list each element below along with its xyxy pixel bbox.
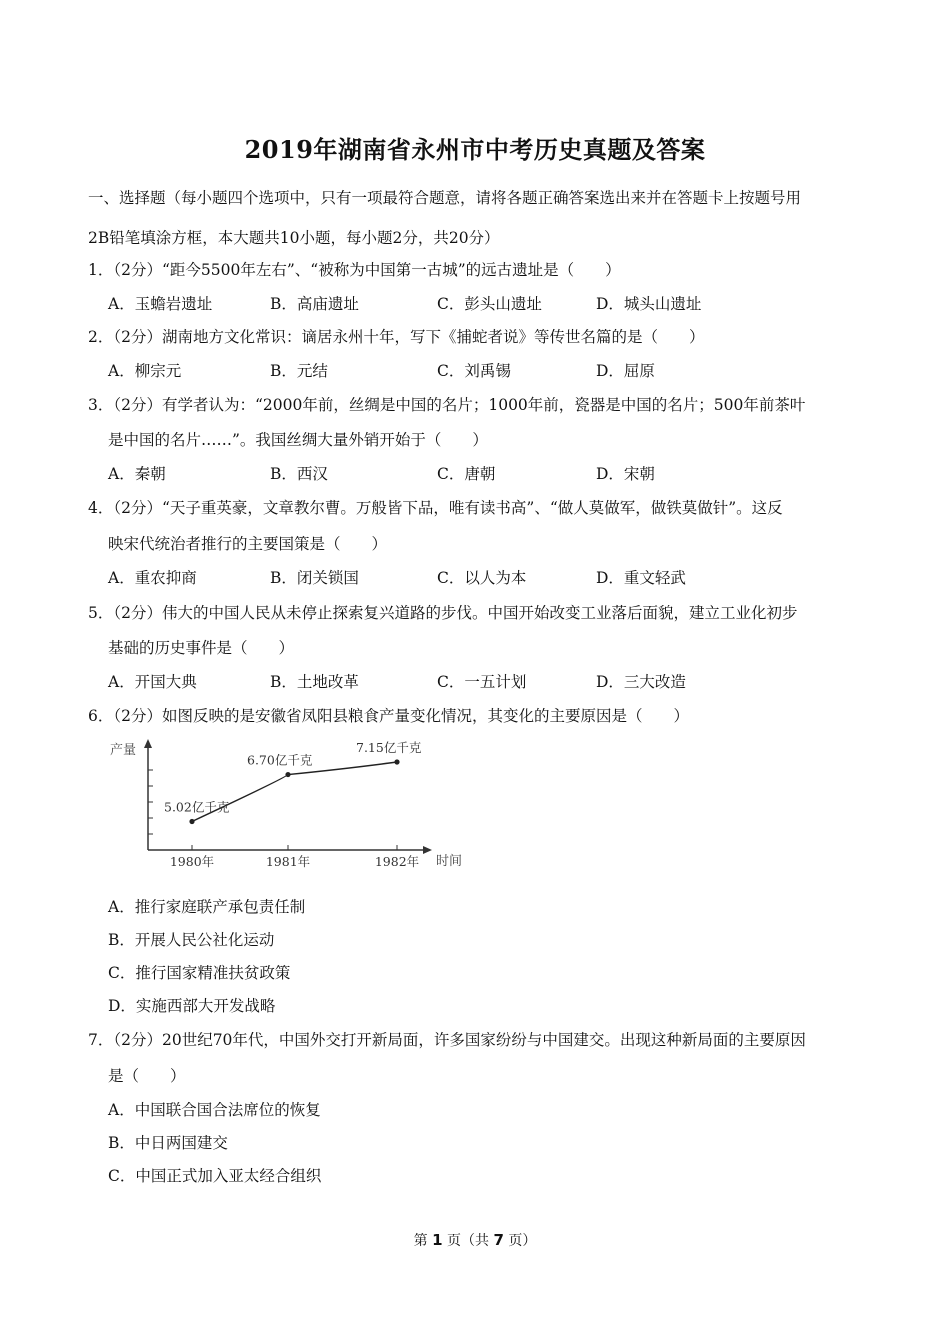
question-6-option-d: D．实施西部大开发战略	[108, 997, 276, 1015]
chart-x-tick-labels	[170, 854, 419, 869]
x-axis-arrow	[423, 846, 432, 854]
data-label: 7.15亿千克	[356, 739, 422, 755]
question-4-stem-line-1: 4．（2分）“天子重英豪，文章教尔曹。万般皆下品，唯有读书高”、“做人莫做军，做铁莫做针”。这反	[88, 499, 783, 517]
footer-middle: 页（共	[442, 1233, 494, 1249]
footer-suffix: 页）	[503, 1233, 537, 1249]
question-1-option-c: C．彭头山遗址	[437, 295, 542, 313]
question-7-option-c: C．中国正式加入亚太经合组织	[108, 1167, 322, 1185]
question-6-option-a: A．推行家庭联产承包责任制	[108, 898, 306, 916]
footer-page-number: 1	[432, 1231, 443, 1249]
question-1-option-d: D．城头山遗址	[596, 295, 702, 313]
question-5-option-d: D．三大改造	[596, 673, 686, 691]
grain-output-chart	[105, 735, 480, 875]
question-3-option-c: C．唐朝	[437, 465, 496, 483]
page-title: 2019年湖南省永州市中考历史真题及答案	[244, 135, 706, 164]
footer-prefix: 第	[413, 1233, 433, 1249]
question-3-stem-line-2: 是中国的名片……”。我国丝绸大量外销开始于（ ）	[108, 431, 488, 449]
question-2-option-a: A．柳宗元	[108, 362, 182, 380]
chart-data-labels	[164, 740, 422, 815]
question-5-stem-line-2: 基础的历史事件是（ ）	[108, 639, 295, 657]
data-label: 5.02亿千克	[164, 799, 230, 815]
question-7-option-b: B．中日两国建交	[108, 1134, 228, 1152]
question-7-stem-line-1: 7．（2分）20世纪70年代，中国外交打开新局面，许多国家纷纷与中国建交。出现这种新局面的主要原因	[88, 1031, 806, 1049]
question-4-option-b: B．闭关锁国	[270, 569, 359, 587]
footer-total-pages: 7	[493, 1231, 504, 1249]
question-1-option-a: A．玉蟾岩遗址	[108, 295, 213, 313]
question-4-option-a: A．重农抑商	[108, 569, 197, 587]
section-instructions-line-1: 一、选择题（每小题四个选项中，只有一项最符合题意，请将各题正确答案选出来并在答题卡上按题号用	[88, 189, 802, 207]
question-4-option-c: C．以人为本	[437, 569, 527, 587]
x-axis-label: 时间	[436, 854, 463, 869]
question-6-stem: 6．（2分）如图反映的是安徽省凤阳县粮食产量变化情况，其变化的主要原因是（ ）	[88, 707, 689, 725]
data-label: 6.70亿千克	[247, 752, 313, 768]
data-point	[189, 819, 194, 824]
question-3-stem-line-1: 3．（2分）有学者认为：“2000年前，丝绸是中国的名片；1000年前，瓷器是中国的名片；500年前茶叶	[88, 396, 806, 414]
question-5-stem-line-1: 5．（2分）伟大的中国人民从未停止探索复兴道路的步伐。中国开始改变工业落后面貌，建立工业化初步	[88, 604, 798, 622]
question-2-option-d: D．屈原	[596, 362, 655, 380]
x-tick-label: 1980年	[169, 854, 215, 869]
question-1-stem: 1．（2分）“距今5500年左右”、“被称为中国第一古城”的远古遗址是（ ）	[88, 261, 621, 279]
question-2-stem: 2．（2分）湖南地方文化常识：谪居永州十年，写下《捕蛇者说》等传世名篇的是（ ）	[88, 328, 705, 346]
question-6-option-c: C．推行国家精准扶贫政策	[108, 964, 291, 982]
question-2-option-c: C．刘禹锡	[437, 362, 511, 380]
x-tick-label: 1981年	[265, 854, 311, 869]
question-4-stem-line-2: 映宋代统治者推行的主要国策是（ ）	[108, 535, 388, 553]
data-point	[285, 772, 290, 777]
question-5-option-b: B．土地改革	[270, 673, 359, 691]
question-7-stem-line-2: 是（ ）	[108, 1067, 186, 1085]
question-3-option-b: B．西汉	[270, 465, 328, 483]
question-5-option-c: C．一五计划	[437, 673, 527, 691]
question-1-option-b: B．高庙遗址	[270, 295, 359, 313]
x-tick-label: 1982年	[374, 854, 420, 869]
question-3-option-d: D．宋朝	[596, 465, 655, 483]
question-2-option-b: B．元结	[270, 362, 328, 380]
question-6-option-b: B．开展人民公社化运动	[108, 931, 275, 949]
question-4-option-d: D．重文轻武	[596, 569, 686, 587]
data-point	[394, 759, 399, 764]
question-3-option-a: A．秦朝	[108, 465, 166, 483]
page-footer	[0, 1230, 950, 1250]
question-5-option-a: A．开国大典	[108, 673, 197, 691]
y-axis-label: 产量	[110, 743, 137, 758]
section-instructions-line-2: 2B铅笔填涂方框，本大题共10小题，每小题2分，共20分）	[88, 229, 500, 247]
question-7-option-a: A．中国联合国合法席位的恢复	[108, 1101, 321, 1119]
y-axis-arrow	[144, 739, 152, 748]
